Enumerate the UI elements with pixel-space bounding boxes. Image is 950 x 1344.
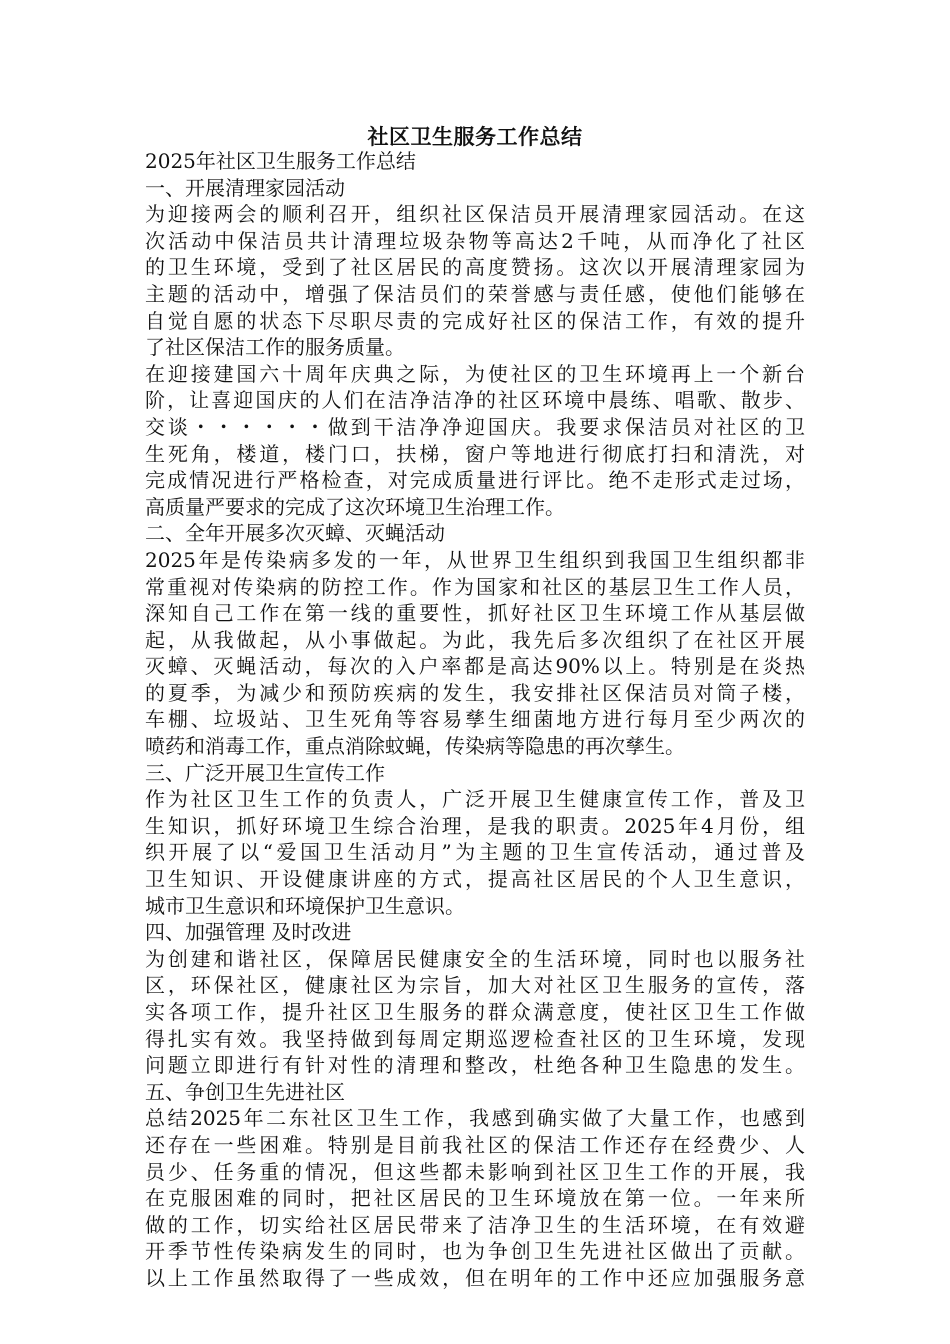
body-text-line: 五、争创卫生先进社区	[145, 1079, 345, 1104]
body-text-line: 得扎实有效。我坚持做到每周定期巡逻检查社区的卫生环境，发现	[145, 1026, 805, 1051]
body-text-line: 常重视对传染病的防控工作。作为国家和社区的基层卫生工作人员，	[145, 574, 805, 599]
body-text-line: 高质量严要求的完成了这次环境卫生治理工作。	[145, 494, 565, 519]
document-title: 社区卫生服务工作总结	[367, 124, 583, 149]
body-text-line: 深知自己工作在第一线的重要性，抓好社区卫生环境工作从基层做	[145, 601, 805, 626]
body-text-line: 区，环保社区，健康社区为宗旨，加大对社区卫生服务的宣传，落	[145, 973, 805, 998]
body-text-line: 灭蟑、灭蝇活动，每次的入户率都是高达90%以上。特别是在炎热	[145, 654, 805, 679]
body-text-line: 卫生知识、开设健康讲座的方式，提高社区居民的个人卫生意识，	[145, 867, 805, 892]
body-text-line: 开季节性传染病发生的同时，也为争创卫生先进社区做出了贡献。	[145, 1239, 805, 1264]
body-text-line: 一、开展清理家园活动	[145, 175, 345, 200]
body-text-line: 的卫生环境，受到了社区居民的高度赞扬。这次以开展清理家园为	[145, 255, 805, 280]
body-text-line: 为创建和谐社区，保障居民健康安全的生活环境，同时也以服务社	[145, 946, 805, 971]
body-text-line: 主题的活动中，增强了保洁员们的荣誉感与责任感，使他们能够在	[145, 281, 805, 306]
body-text-line: 完成情况进行严格检查，对完成质量进行评比。绝不走形式走过场，	[145, 468, 805, 493]
body-text-line: 织开展了以“爱国卫生活动月”为主题的卫生宣传活动，通过普及	[145, 840, 805, 865]
body-text-line: 四、加强管理 及时改进	[145, 920, 352, 945]
body-text-line: 实各项工作，提升社区卫生服务的群众满意度，使社区卫生工作做	[145, 1000, 805, 1024]
body-text-line: 城市卫生意识和环境保护卫生意识。	[145, 893, 465, 918]
body-text-line: 生知识，抓好环境卫生综合治理，是我的职责。2025年4月份，组	[145, 813, 805, 838]
body-text-line: 还存在一些困难。特别是目前我社区的保洁工作还存在经费少、人	[145, 1132, 805, 1157]
body-text-line: 生死角，楼道，楼门口，扶梯，窗户等地进行彻底打扫和清洗，对	[145, 441, 805, 466]
body-text-line: 三、广泛开展卫生宣传工作	[145, 760, 385, 785]
body-text-line: 总结2025年二东社区卫生工作，我感到确实做了大量工作，也感到	[145, 1106, 805, 1131]
body-text-line: 二、全年开展多次灭蟑、灭蝇活动	[145, 521, 445, 546]
body-text-line: 交谈・・・・・・做到干洁净净迎国庆。我要求保洁员对社区的卫	[145, 414, 805, 439]
body-text-line: 2025年社区卫生服务工作总结	[145, 149, 416, 173]
body-text-line: 了社区保洁工作的服务质量。	[145, 335, 405, 360]
body-text-line: 问题立即进行有针对性的清理和整改，杜绝各种卫生隐患的发生。	[145, 1053, 805, 1078]
document-body	[145, 148, 805, 1292]
body-text-line: 自觉自愿的状态下尽职尽责的完成好社区的保洁工作，有效的提升	[145, 308, 805, 333]
body-text-line: 在克服困难的同时，把社区居民的卫生环境放在第一位。一年来所	[145, 1186, 805, 1211]
body-text-line: 次活动中保洁员共计清理垃圾杂物等高达2千吨，从而净化了社区	[145, 228, 805, 253]
body-text-line: 在迎接建国六十周年庆典之际，为使社区的卫生环境再上一个新台	[145, 361, 805, 386]
body-text-line: 2025年是传染病多发的一年，从世界卫生组织到我国卫生组织都非	[145, 547, 805, 572]
body-text-line: 员少、任务重的情况，但这些都未影响到社区卫生工作的开展，我	[145, 1159, 805, 1184]
body-text-line: 作为社区卫生工作的负责人，广泛开展卫生健康宣传工作，普及卫	[145, 787, 805, 812]
body-text-line: 为迎接两会的顺利召开，组织社区保洁员开展清理家园活动。在这	[145, 202, 805, 227]
body-text-line: 喷药和消毒工作，重点消除蚊蝇，传染病等隐患的再次孳生。	[145, 734, 685, 759]
body-text-line: 的夏季，为减少和预防疾病的发生，我安排社区保洁员对筒子楼，	[145, 680, 805, 705]
body-text-line: 做的工作，切实给社区居民带来了洁净卫生的生活环境，在有效避	[145, 1212, 805, 1237]
body-text-line: 阶，让喜迎国庆的人们在洁净洁净的社区环境中晨练、唱歌、散步、	[145, 388, 805, 413]
body-text-line: 车棚、垃圾站、卫生死角等容易孳生细菌地方进行每月至少两次的	[145, 707, 805, 732]
body-text-line: 以上工作虽然取得了一些成效，但在明年的工作中还应加强服务意	[145, 1265, 805, 1290]
body-text-line: 起，从我做起，从小事做起。为此，我先后多次组织了在社区开展	[145, 627, 805, 652]
